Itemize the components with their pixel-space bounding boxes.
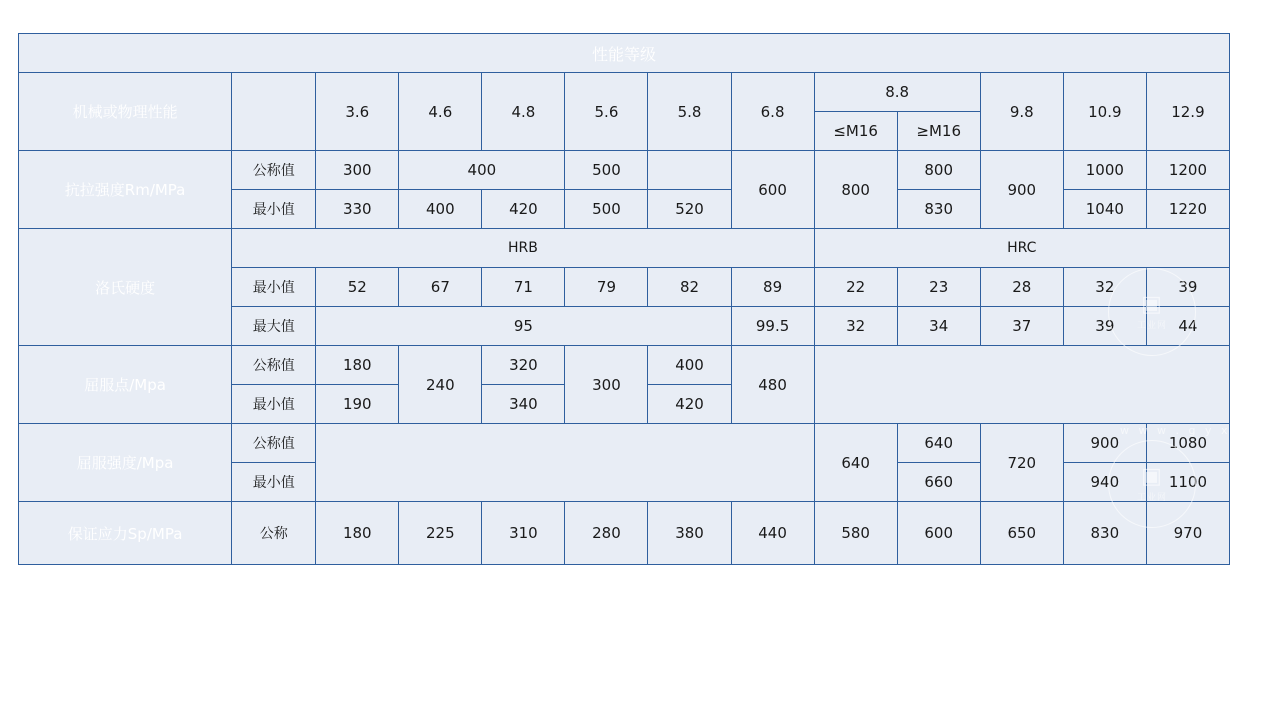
yieldpoint-nominal-5-8: 400 bbox=[648, 346, 731, 385]
row-label-yield-point: 屈服点/Mpa bbox=[19, 346, 232, 424]
table-row bbox=[19, 502, 1230, 565]
rockwell-min-8-8-ge-m16: 23 bbox=[897, 268, 980, 307]
rockwell-max-9-8: 37 bbox=[980, 307, 1063, 346]
grade-6-8: 6.8 bbox=[731, 73, 814, 151]
table-row bbox=[19, 424, 1230, 463]
yieldpoint-nominal-4-8: 320 bbox=[482, 346, 565, 385]
proofstress-3-6: 180 bbox=[316, 502, 399, 565]
rockwell-min-4-8: 71 bbox=[482, 268, 565, 307]
rockwell-max-10-9: 39 bbox=[1063, 307, 1146, 346]
sublabel-maximum: 最大值 bbox=[232, 307, 316, 346]
tensile-nominal-5-6: 500 bbox=[565, 151, 648, 190]
grade-5-8: 5.8 bbox=[648, 73, 731, 151]
rockwell-min-12-9: 39 bbox=[1146, 268, 1229, 307]
yieldstrength-min-8-8-ge-m16: 660 bbox=[897, 463, 980, 502]
tensile-min-4-8: 420 bbox=[482, 190, 565, 229]
rockwell-max-3-6-to-5-8: 95 bbox=[316, 307, 731, 346]
column-header-property: 机械或物理性能 bbox=[19, 73, 232, 151]
grade-4-6: 4.6 bbox=[399, 73, 482, 151]
grade-12-9: 12.9 bbox=[1146, 73, 1229, 151]
row-label-rockwell-hardness: 洛氏硬度 bbox=[19, 229, 232, 346]
table-row bbox=[19, 151, 1230, 190]
proofstress-5-8: 380 bbox=[648, 502, 731, 565]
grade-4-8: 4.8 bbox=[482, 73, 565, 151]
rockwell-max-6-8: 99.5 bbox=[731, 307, 814, 346]
table-title: 性能等级 bbox=[19, 34, 1230, 73]
sublabel-nominal: 公称值 bbox=[232, 346, 316, 385]
rockwell-min-4-6: 67 bbox=[399, 268, 482, 307]
grade-8-8: 8.8 bbox=[814, 73, 980, 112]
sublabel-minimum: 最小值 bbox=[232, 385, 316, 424]
watermark-label: 工业网 bbox=[1136, 320, 1167, 331]
tensile-6-8: 600 bbox=[731, 151, 814, 229]
hardness-scale-hrc: HRC bbox=[814, 229, 1229, 268]
sublabel-minimum: 最小值 bbox=[232, 463, 316, 502]
tensile-min-3-6: 330 bbox=[316, 190, 399, 229]
spacer-cell bbox=[232, 73, 316, 151]
yieldstrength-9-8: 720 bbox=[980, 424, 1063, 502]
yieldstrength-min-12-9: 1100 bbox=[1146, 463, 1229, 502]
proofstress-8-8-le-m16: 580 bbox=[814, 502, 897, 565]
yieldpoint-4-6: 240 bbox=[399, 346, 482, 424]
table-row bbox=[19, 34, 1230, 73]
grade-10-9: 10.9 bbox=[1063, 73, 1146, 151]
tensile-min-5-8: 520 bbox=[648, 190, 731, 229]
yieldstrength-8-8-le-m16: 640 bbox=[814, 424, 897, 502]
yieldpoint-min-5-8: 420 bbox=[648, 385, 731, 424]
grade-5-6: 5.6 bbox=[565, 73, 648, 151]
grade-8-8-ge-m16: ≥M16 bbox=[897, 112, 980, 151]
proofstress-6-8: 440 bbox=[731, 502, 814, 565]
rockwell-max-8-8-ge-m16: 34 bbox=[897, 307, 980, 346]
proofstress-5-6: 280 bbox=[565, 502, 648, 565]
proofstress-9-8: 650 bbox=[980, 502, 1063, 565]
proofstress-4-8: 310 bbox=[482, 502, 565, 565]
hardness-scale-hrb: HRB bbox=[232, 229, 814, 268]
grade-3-6: 3.6 bbox=[316, 73, 399, 151]
yieldpoint-6-8: 480 bbox=[731, 346, 814, 424]
tensile-8-8-le-m16: 800 bbox=[814, 151, 897, 229]
tensile-min-12-9: 1220 bbox=[1146, 190, 1229, 229]
row-label-yield-strength: 屈服强度/Mpa bbox=[19, 424, 232, 502]
yieldpoint-min-4-8: 340 bbox=[482, 385, 565, 424]
sublabel-minimum: 最小值 bbox=[232, 190, 316, 229]
yieldpoint-min-3-6: 190 bbox=[316, 385, 399, 424]
tensile-min-5-6: 500 bbox=[565, 190, 648, 229]
tensile-nominal-10-9: 1000 bbox=[1063, 151, 1146, 190]
tensile-nominal-8-8-ge-m16: 800 bbox=[897, 151, 980, 190]
rockwell-min-6-8: 89 bbox=[731, 268, 814, 307]
rockwell-min-8-8-le-m16: 22 bbox=[814, 268, 897, 307]
yieldpoint-5-6: 300 bbox=[565, 346, 648, 424]
row-label-tensile-strength: 抗拉强度Rm/MPa bbox=[19, 151, 232, 229]
tensile-nominal-3-6: 300 bbox=[316, 151, 399, 190]
tensile-min-10-9: 1040 bbox=[1063, 190, 1146, 229]
grade-8-8-le-m16: ≤M16 bbox=[814, 112, 897, 151]
tensile-9-8: 900 bbox=[980, 151, 1063, 229]
tensile-nominal-5-8 bbox=[648, 151, 731, 190]
table-row bbox=[19, 73, 1230, 112]
tensile-nominal-4-6-4-8: 400 bbox=[399, 151, 565, 190]
performance-grade-table-container bbox=[18, 33, 1230, 565]
proofstress-8-8-ge-m16: 600 bbox=[897, 502, 980, 565]
tensile-min-8-8-ge-m16: 830 bbox=[897, 190, 980, 229]
tensile-min-4-6: 400 bbox=[399, 190, 482, 229]
sublabel-minimum: 最小值 bbox=[232, 268, 316, 307]
camera-icon: ▣ bbox=[1141, 291, 1163, 317]
sublabel-nominal: 公称值 bbox=[232, 424, 316, 463]
yieldstrength-nominal-8-8-ge-m16: 640 bbox=[897, 424, 980, 463]
rockwell-min-10-9: 32 bbox=[1063, 268, 1146, 307]
yieldpoint-nominal-3-6: 180 bbox=[316, 346, 399, 385]
yieldstrength-empty-region bbox=[316, 424, 814, 502]
sublabel-nominal-short: 公称 bbox=[232, 502, 316, 565]
rockwell-min-9-8: 28 bbox=[980, 268, 1063, 307]
yieldstrength-nominal-12-9: 1080 bbox=[1146, 424, 1229, 463]
proofstress-4-6: 225 bbox=[399, 502, 482, 565]
rockwell-min-5-6: 79 bbox=[565, 268, 648, 307]
tensile-nominal-12-9: 1200 bbox=[1146, 151, 1229, 190]
table-row bbox=[19, 346, 1230, 385]
sublabel-nominal: 公称值 bbox=[232, 151, 316, 190]
performance-grade-table bbox=[18, 33, 1230, 565]
rockwell-max-8-8-le-m16: 32 bbox=[814, 307, 897, 346]
rockwell-max-12-9: 44 bbox=[1146, 307, 1229, 346]
proofstress-12-9: 970 bbox=[1146, 502, 1229, 565]
table-row bbox=[19, 229, 1230, 268]
camera-icon: ▣ bbox=[1141, 463, 1163, 489]
rockwell-min-5-8: 82 bbox=[648, 268, 731, 307]
watermark-url-text: w w w . g y x 3 bbox=[1120, 424, 1247, 437]
yieldstrength-nominal-10-9: 900 bbox=[1063, 424, 1146, 463]
watermark-label: 工业网 bbox=[1136, 492, 1167, 503]
row-label-proof-stress: 保证应力Sp/MPa bbox=[19, 502, 232, 565]
yieldstrength-min-10-9: 940 bbox=[1063, 463, 1146, 502]
grade-9-8: 9.8 bbox=[980, 73, 1063, 151]
rockwell-min-3-6: 52 bbox=[316, 268, 399, 307]
proofstress-10-9: 830 bbox=[1063, 502, 1146, 565]
yieldpoint-empty-region bbox=[814, 346, 1229, 424]
